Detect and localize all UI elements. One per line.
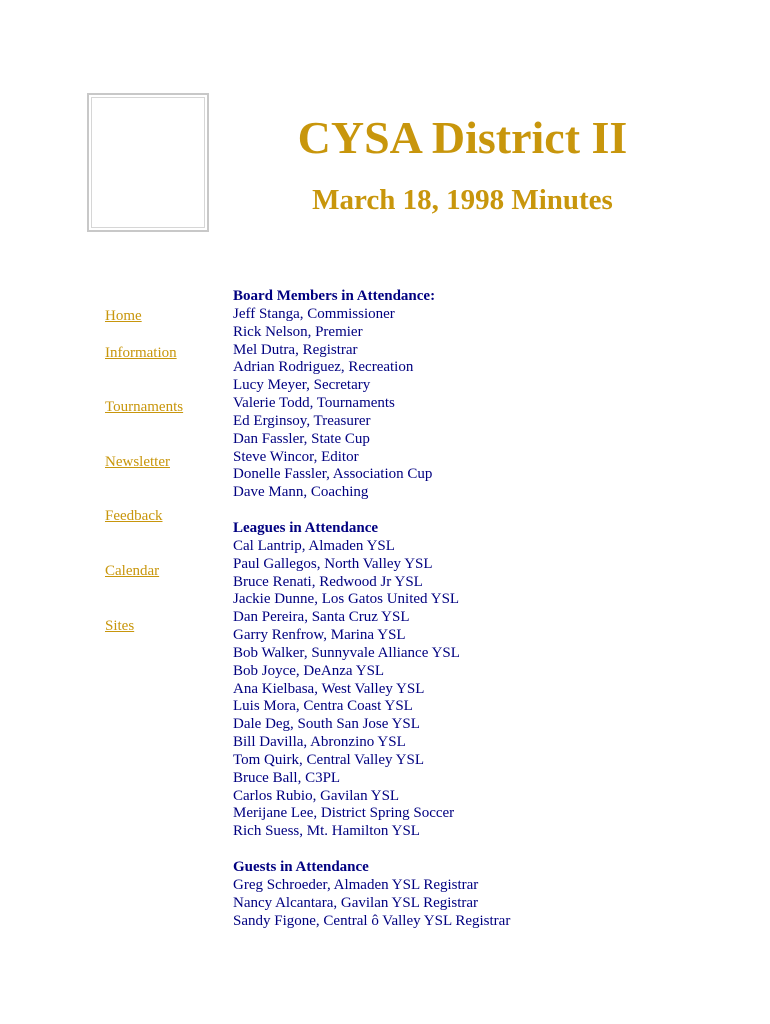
league-member: Bill Davilla, Abronzino YSL [233, 734, 406, 751]
league-member: Luis Mora, Centra Coast YSL [233, 698, 413, 715]
guest-member: Nancy Alcantara, Gavilan YSL Registrar [233, 894, 479, 911]
league-member: Rich Suess, Mt. Hamilton YSL [233, 823, 420, 840]
guests-heading: Guests in Attendance [233, 859, 369, 875]
page-subtitle: March 18, 1998 Minutes [312, 184, 613, 216]
board-member: Dan Fassler, State Cup [233, 430, 370, 447]
nav-link-feedback[interactable]: Feedback [105, 508, 163, 524]
nav-link-information[interactable]: Information [105, 345, 177, 361]
league-member: Merijane Lee, District Spring Soccer [233, 805, 455, 822]
league-member: Dan Pereira, Santa Cruz YSL [233, 609, 410, 626]
section-spacer [233, 841, 753, 859]
league-member: Garry Renfrow, Marina YSL [233, 627, 406, 644]
nav-link-calendar[interactable]: Calendar [105, 563, 160, 579]
board-member: Ed Erginsoy, Treasurer [233, 412, 371, 429]
board-member: Donelle Fassler, Association Cup [233, 466, 433, 483]
board-member: Valerie Todd, Tournaments [233, 395, 395, 412]
guest-member: Sandy Figone, Central ô Valley YSL Registrar [233, 912, 511, 929]
nav-link-sites[interactable]: Sites [105, 618, 135, 634]
league-member: Bob Joyce, DeAnza YSL [233, 662, 385, 679]
league-member: Carlos Rubio, Gavilan YSL [233, 787, 400, 804]
league-member: Bob Walker, Sunnyvale Alliance YSL [233, 644, 460, 661]
board-member: Rick Nelson, Premier [233, 323, 363, 340]
leagues-heading: Leagues in Attendance [233, 519, 379, 536]
league-member: Bruce Renati, Redwood Jr YSL [233, 573, 423, 590]
board-heading: Board Members in Attendance: [233, 288, 436, 304]
minutes-content [233, 288, 753, 930]
league-member: Ana Kielbasa, West Valley YSL [233, 680, 425, 697]
nav-link-home[interactable]: Home [105, 308, 142, 324]
board-member: Mel Dutra, Registrar [233, 341, 358, 358]
board-member: Jeff Stanga, Commissioner [233, 305, 395, 322]
league-member: Dale Deg, South San Jose YSL [233, 716, 420, 733]
nav-link-tournaments[interactable]: Tournaments [105, 399, 184, 415]
logo-placeholder [87, 93, 209, 232]
page-title: CYSA District II [297, 112, 628, 163]
board-member: Adrian Rodriguez, Recreation [233, 359, 414, 376]
board-member: Lucy Meyer, Secretary [233, 377, 371, 394]
league-member: Tom Quirk, Central Valley YSL [233, 751, 425, 768]
section-spacer [233, 502, 753, 520]
board-member: Steve Wincor, Editor [233, 448, 359, 465]
league-member: Paul Gallegos, North Valley YSL [233, 555, 433, 572]
league-member: Bruce Ball, C3PL [233, 769, 341, 786]
board-member: Dave Mann, Coaching [233, 484, 369, 501]
guest-member: Greg Schroeder, Almaden YSL Registrar [233, 876, 479, 893]
nav-link-newsletter[interactable]: Newsletter [105, 454, 170, 470]
league-member: Jackie Dunne, Los Gatos United YSL [233, 591, 460, 608]
league-member: Cal Lantrip, Almaden YSL [233, 537, 395, 554]
